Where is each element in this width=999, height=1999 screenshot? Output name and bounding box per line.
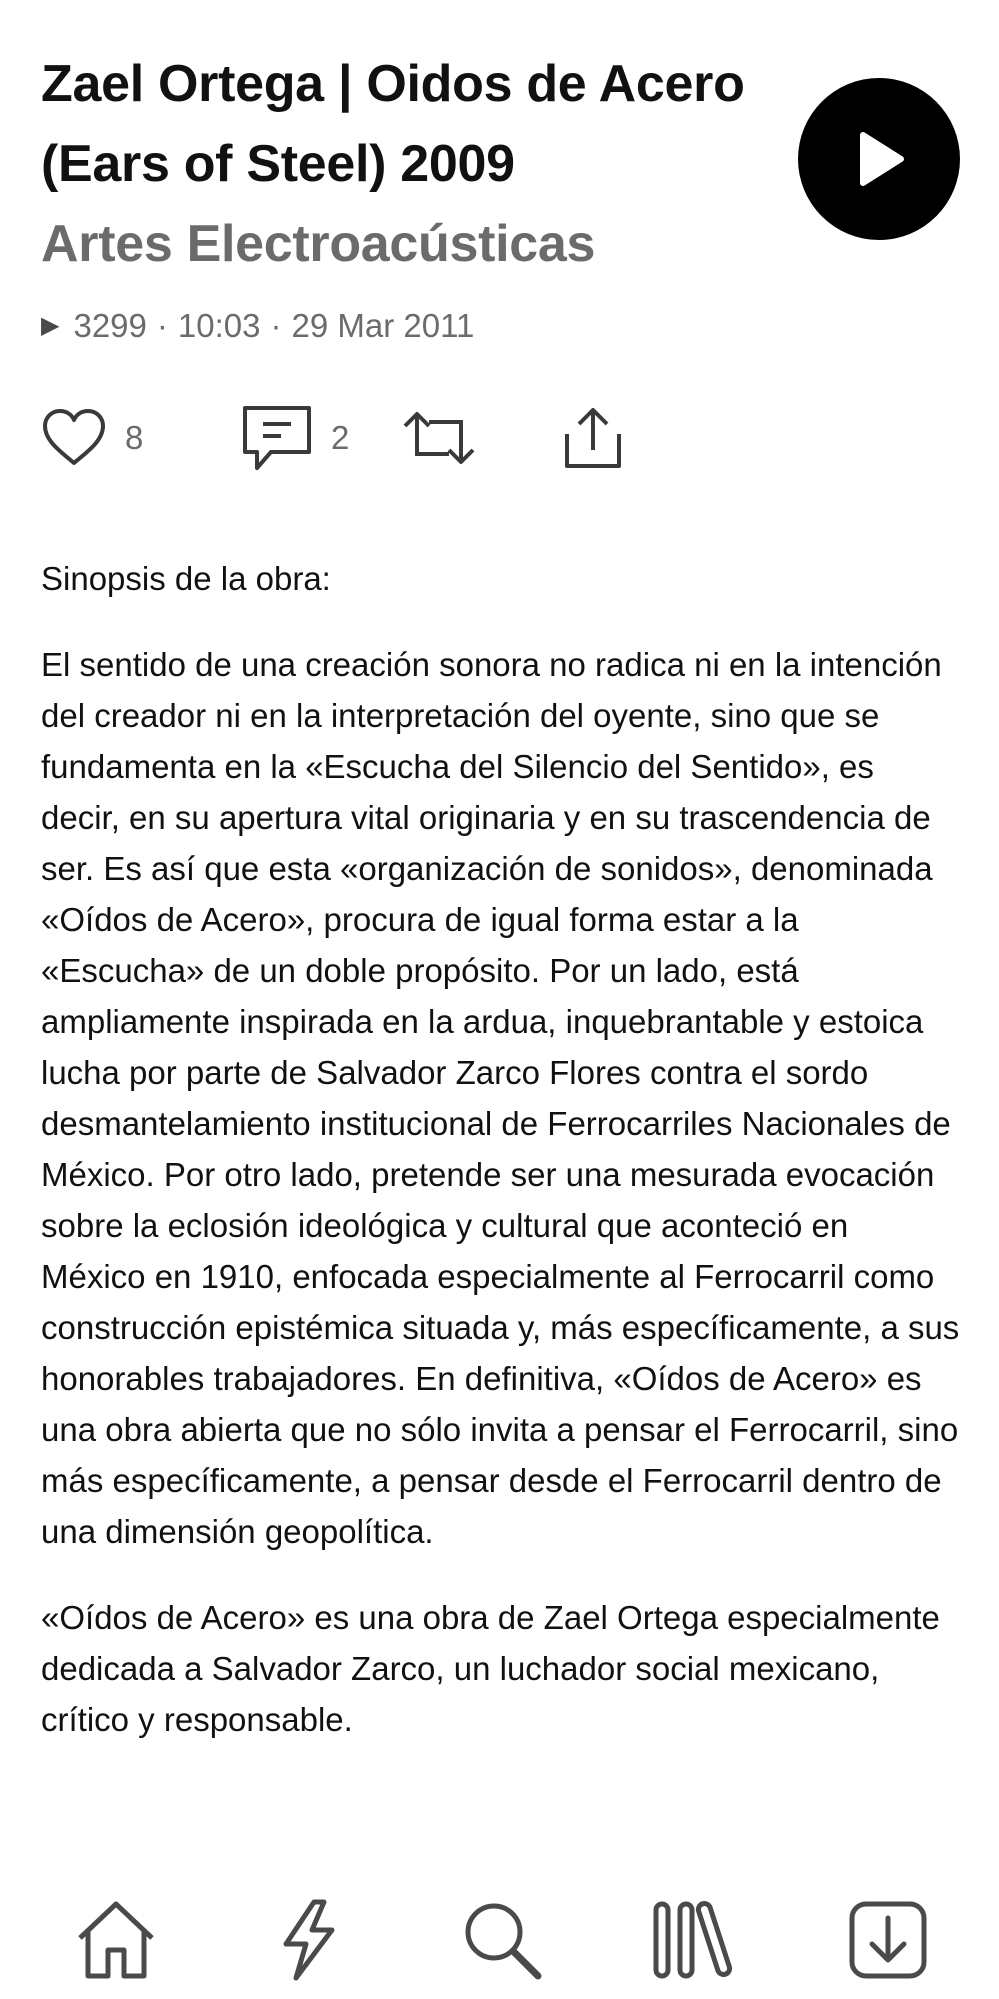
home-icon — [74, 1898, 158, 1982]
comment-button[interactable] — [241, 402, 401, 474]
share-icon — [561, 404, 625, 472]
description-paragraph: «Oídos de Acero» es una obra de Zael Ortega especialmente dedicada a Salvador Zarco, un luchador social mexicano, crítico y responsable. — [41, 1599, 940, 1738]
play-icon — [849, 129, 909, 189]
tab-feed[interactable] — [259, 1890, 359, 1990]
like-count: 8 — [125, 419, 144, 456]
tab-downloads[interactable] — [838, 1890, 938, 1990]
search-icon — [460, 1898, 544, 1982]
action-bar — [41, 398, 625, 478]
play-button[interactable] — [798, 78, 960, 240]
like-button[interactable] — [41, 408, 241, 468]
comment-count: 2 — [331, 419, 350, 456]
upload-date: 29 Mar 2011 — [291, 307, 475, 344]
tab-library[interactable] — [645, 1890, 745, 1990]
artist-name[interactable]: Artes Electroacústicas — [41, 215, 596, 273]
plays-icon: ▶ — [41, 312, 60, 339]
track-title: Zael Ortega | Oidos de Acero (Ears of Steel) 2009 — [41, 55, 745, 193]
description-paragraph: Sinopsis de la obra: — [41, 560, 331, 597]
track-header — [41, 44, 761, 346]
download-icon — [846, 1898, 930, 1982]
meta-separator: · — [270, 307, 282, 344]
track-meta — [41, 306, 761, 346]
share-button[interactable] — [561, 404, 625, 472]
bottom-tab-bar — [0, 1880, 999, 1999]
bolt-icon — [274, 1898, 344, 1982]
repost-icon — [401, 408, 477, 468]
comment-icon — [241, 402, 313, 474]
play-count: 3299 — [73, 307, 147, 344]
track-description — [41, 553, 961, 1780]
track-duration: 10:03 — [177, 307, 261, 344]
meta-separator: · — [156, 307, 168, 344]
library-icon — [650, 1898, 740, 1982]
tab-search[interactable] — [452, 1890, 552, 1990]
repost-button[interactable] — [401, 408, 561, 468]
description-paragraph: El sentido de una creación sonora no radica ni en la intención del creador ni en la interpretación del oyente, sino que se fundamenta en la «Escucha del Silencio del Sentido», es decir, en su apertura vital originaria y en su trascendencia de ser. Es así que esta «organización de sonidos», denominada «Oídos de Acero», procura de igual forma estar a la «Escucha» de un doble propósito. Por un lado, está ampliamente inspirada en la ardua, inquebrantable y estoica lucha por parte de Salvador Zarco Flores contra el sordo desmantelamiento institucional de Ferrocarriles Nacionales de México. Por otro lado, pretende ser una mesurada evocación sobre la eclosión ideológica y cultural que aconteció en México en 1910, enfocada especialmente al Ferrocarril como construcción epistémica situada y, más específicamente, a sus honorables trabajadores. En definitiva, «Oídos de Acero» es una obra abierta que no sólo invita a pensar el Ferrocarril, sino más específicamente, a pensar desde el Ferrocarril dentro de una dimensión geopolítica. — [41, 646, 960, 1550]
heart-icon — [41, 408, 107, 468]
tab-home[interactable] — [66, 1890, 166, 1990]
